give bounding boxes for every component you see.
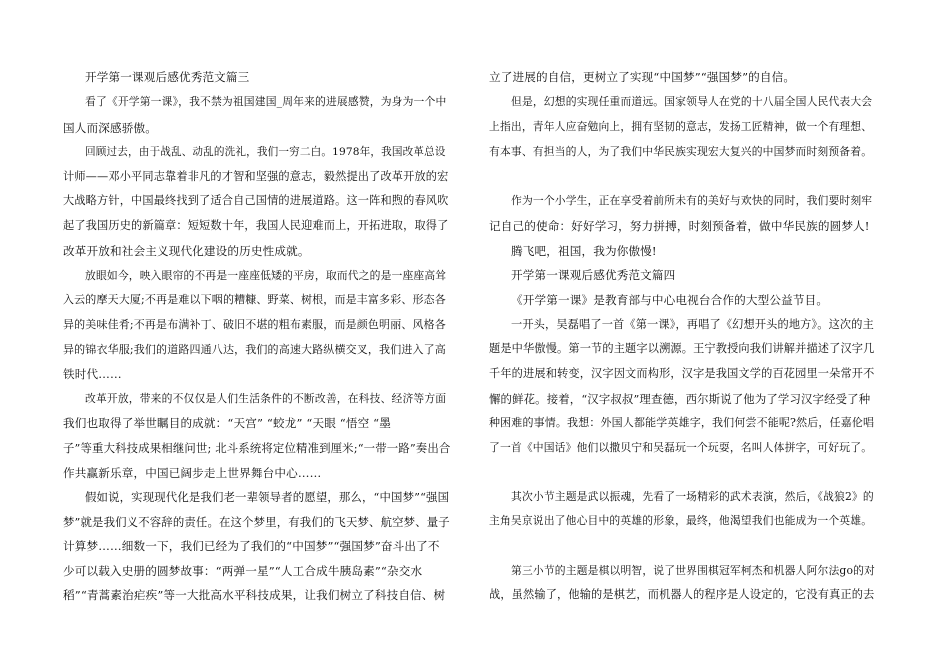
text-line: 记自己的使命：好好学习，努力拼搏，时刻预备着，做中华民族的圆梦人! bbox=[489, 219, 870, 233]
text-line: 异的美味佳肴;不再是布满补丁、破旧不堪的粗布素服，而是颜色明丽、风格各 bbox=[63, 318, 446, 331]
text-line: 梦”就是我们义不容辞的责任。在这个梦里，有我们的飞天梦、航空梦、量子 bbox=[63, 515, 450, 529]
text-line: 改革开放，带来的不仅仅是人们生活条件的不断改善，在科技、经济等方面 bbox=[85, 392, 447, 405]
text-line: 看了《开学第一课》，我不禁为祖国建国_周年来的进展感赞，为身为一个中 bbox=[85, 95, 447, 108]
text-line: 国人而深感骄傲。 bbox=[63, 121, 157, 135]
text-line: 大战略方针，中国最终找到了适合自己国情的进展道路。这一阵和煦的春风吹 bbox=[63, 194, 449, 207]
text-line: 起了我国历史的新篇章：短短数十年，我国人民迎难而上，开拓进取，取得了 bbox=[63, 219, 449, 232]
text-line: 稻”“青蒿素治疟疾”等一大批高水平科技成果，让我们树立了科技自信、树 bbox=[63, 588, 446, 602]
text-line: 千年的进展和转变，汉字因文而构形，汉字是我国文学的百花园里一朵常开不 bbox=[489, 367, 875, 380]
text-line: 计师——邓小平同志靠着非凡的才智和坚强的意志，毅然提出了改革开放的宏 bbox=[63, 170, 449, 183]
text-line: 子”等重大科技成果相继问世; 北斗系统将定位精准到厘米;“一带一路”奏出合 bbox=[63, 441, 451, 455]
text-line: 计算梦……细数一下，我们已经为了我们的“中国梦”“强国梦”奋斗出了不 bbox=[63, 539, 440, 553]
text-line: 假如说，实现现代化是我们老一辈领导者的愿望，那么，“中国梦”“强国 bbox=[85, 490, 450, 504]
text-line: 第三小节的主题是棋以明智，说了世界围棋冠军柯杰和机器人阿尔法go的对 bbox=[511, 564, 876, 577]
text-line: 题是中华傲慢。第一节的主题字以溯源。王宁教授向我们讲解并描述了汉字几 bbox=[489, 342, 875, 355]
text-line: 我们也取得了举世瞩目的成就：“天宫” “蛟龙” “天眼 “悟空 “墨 bbox=[63, 416, 391, 430]
text-line: 战，虽然输了，他输的是棋艺，而机器人的程序是人设定的，它没有真正的去 bbox=[489, 588, 875, 601]
text-line: 改革开放和社会主义现代化建设的历史性成就。 bbox=[63, 244, 310, 258]
text-line: 了一首《中国话》他们以撒贝宁和吴磊玩一个玩耍，名叫人体拼字，可好玩了。 bbox=[489, 441, 873, 454]
text-line: 少可以载入史册的圆梦故事：“两弹一星”“人工合成牛胰岛素”“杂交水 bbox=[63, 564, 423, 578]
text-line: 立了进展的自信，更树立了实现“中国梦”“强国梦”的自信。 bbox=[489, 70, 796, 84]
text-line: 放眼如今，映入眼帘的不再是一座座低矮的平房，取而代之的是一座座高耸 bbox=[85, 269, 447, 282]
text-line: 作共赢新乐章，中国已阔步走上世界舞台中心…… bbox=[63, 466, 322, 480]
section-heading-4: 开学第一课观后感优秀范文篇四 bbox=[511, 268, 676, 282]
section-heading-3: 开学第一课观后感优秀范文篇三 bbox=[85, 70, 250, 84]
text-line: 腾飞吧，祖国，我为你傲慢! bbox=[511, 244, 657, 258]
text-line: 有本事、有担当的人，为了我们中华民族实现宏大复兴的中国梦而时刻预备着。 bbox=[489, 145, 873, 158]
text-line: 种困难的事情。我想：外国人都能学英雄字，我们何尝不能呢?然后，任嘉伦唱 bbox=[489, 416, 875, 429]
text-line: 但是，幻想的实现任重而道远。国家领导人在党的十八届全国人民代表大会 bbox=[511, 95, 873, 108]
text-line: 上指出，青年人应奋勉向上，拥有坚韧的意志，发扬工匠精神，做一个有理想、 bbox=[489, 120, 873, 133]
text-line: 回顾过去，由于战乱、动乱的洗礼，我们一穷二白。1978年，我国改革总设 bbox=[85, 146, 446, 158]
text-line: 铁时代…… bbox=[63, 367, 122, 381]
text-line: 《开学第一课》是教育部与中心电视台合作的大型公益节目。 bbox=[511, 293, 829, 307]
text-line: 异的锦衣华服;我们的道路四通八达，我们的高速大路纵横交叉，我们进入了高 bbox=[63, 343, 446, 356]
text-line: 一开头，吴磊唱了一首《第一课》，再唱了《幻想开头的地方》。这次的主 bbox=[511, 318, 874, 331]
text-line: 入云的摩天大厦;不再是难以下咽的糟糠、野菜、树根，而是丰富多彩、形态各 bbox=[63, 293, 446, 306]
text-line: 作为一个小学生，正在享受着前所未有的美好与欢快的同时，我们要时刻牢 bbox=[511, 194, 873, 207]
text-line: 其次小节主题是武以振魂，先看了一场精彩的武术表演，然后，《战狼2》的 bbox=[511, 490, 874, 503]
text-line: 主角吴京说出了他心目中的英雄的形象，最终，他渴望我们也能成为一个英雄。 bbox=[489, 514, 873, 527]
text-line: 懈的鲜花。接着，“汉字叔叔”理查德，西尔斯说了他为了学习汉字经受了种 bbox=[489, 392, 871, 406]
